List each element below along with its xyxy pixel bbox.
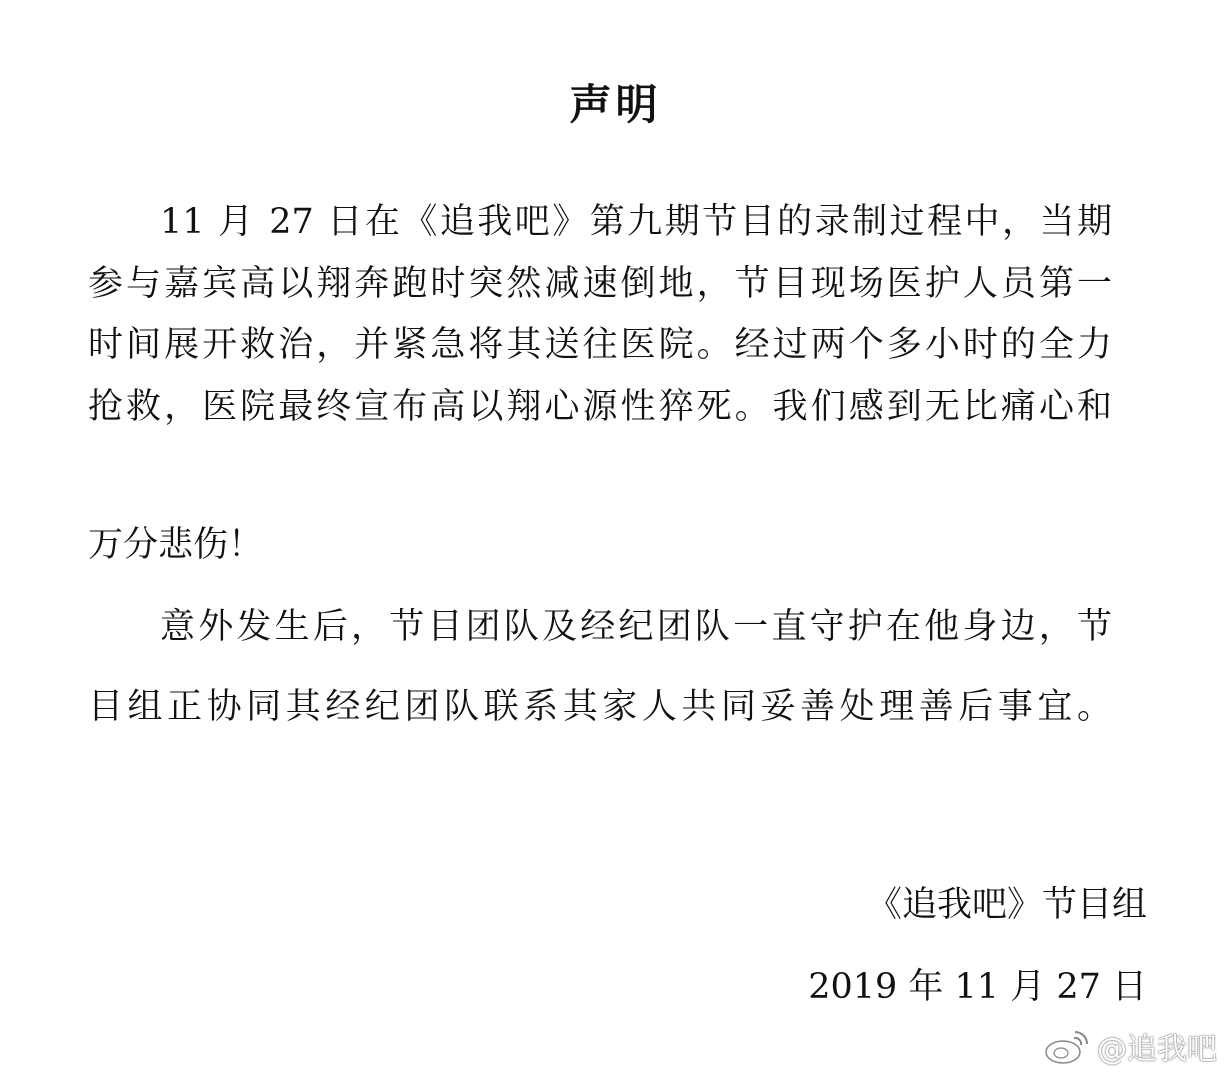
paragraph-2-line-1: 意外发生后，节目团队及经纪团队一直守护在他身边，节 <box>160 607 1112 647</box>
signature-org: 《追我吧》节目组 <box>866 885 1147 925</box>
paragraph-1-line-4: 抢救，医院最终宣布高以翔心源性猝死。我们感到无比痛心和 <box>88 387 1112 427</box>
page-title: 声明 <box>569 80 662 129</box>
watermark-text: @追我吧 <box>1097 1032 1217 1067</box>
signature-date: 2019 年 11 月 27 日 <box>808 967 1147 1007</box>
paragraph-1-line-5: 万分悲伤！ <box>88 525 264 565</box>
paragraph-1-line-2: 参与嘉宾高以翔奔跑时突然减速倒地，节目现场医护人员第一 <box>88 264 1112 304</box>
watermark <box>1043 1024 1217 1068</box>
paragraph-1-line-1: 11 月 27 日在《追我吧》第九期节目的录制过程中，当期 <box>160 202 1112 242</box>
weibo-logo-icon <box>1043 1026 1093 1066</box>
paragraph-2-line-2: 目组正协同其经纪团队联系其家人共同妥善处理善后事宜。 <box>88 687 1112 727</box>
paragraph-1-line-3: 时间展开救治，并紧急将其送往医院。经过两个多小时的全力 <box>88 325 1112 365</box>
